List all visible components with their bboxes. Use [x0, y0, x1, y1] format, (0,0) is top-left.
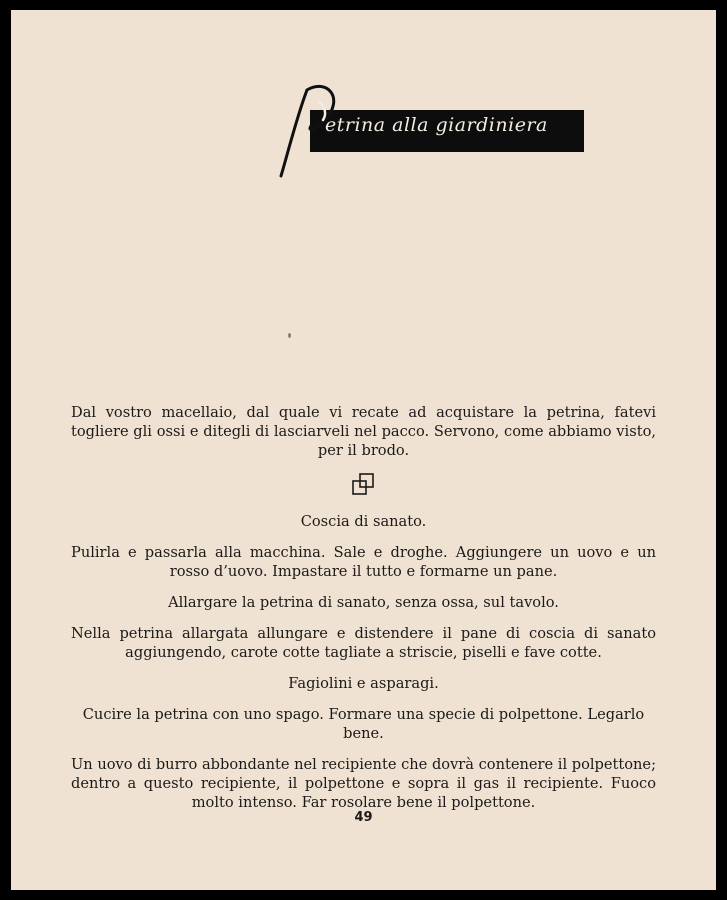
- chapter-heading: [267, 76, 597, 186]
- paragraph: Dal vostro macellaio, dal quale vi recate ad acquistare la petrina, fatevi togliere gli ossi e ditegli di lasciarveli nel pacco. Servono, come abbiamo visto, per il brodo.: [71, 404, 656, 459]
- paper-speck: [288, 333, 291, 338]
- paragraph: Pulirla e passarla alla macchina. Sale e droghe. Aggiungere un uovo e un rosso d’uovo. Impastare il tutto e formarne un pane.: [71, 544, 656, 580]
- recipe-text: [71, 403, 656, 824]
- book-page: [11, 10, 716, 890]
- paragraph: Fagiolini e asparagi.: [288, 675, 439, 692]
- page-number: 49: [354, 810, 373, 825]
- paragraph: Allargare la petrina di sanato, senza ossa, sul tavolo.: [168, 594, 559, 611]
- heading-title: etrina alla giardiniera: [325, 114, 548, 136]
- interlocking-squares-icon: [351, 472, 377, 498]
- paragraph: Cucire la petrina con uno spago. Formare una specie di polpettone. Legarlo bene.: [82, 706, 645, 742]
- paragraph: Nella petrina allargata allungare e distendere il pane di coscia di sanato aggiungendo, carote cotte tagliate a striscie, piselli e fave cotte.: [71, 625, 656, 661]
- paragraph: Coscia di sanato.: [300, 513, 427, 530]
- paragraph: Un uovo di burro abbondante nel recipiente che dovrà contenere il polpettone; dentro a questo recipiente, il polpettone e sopra il gas il recipiente. Fuoco molto intenso. Far rosolare bene il polpettone.: [71, 756, 656, 811]
